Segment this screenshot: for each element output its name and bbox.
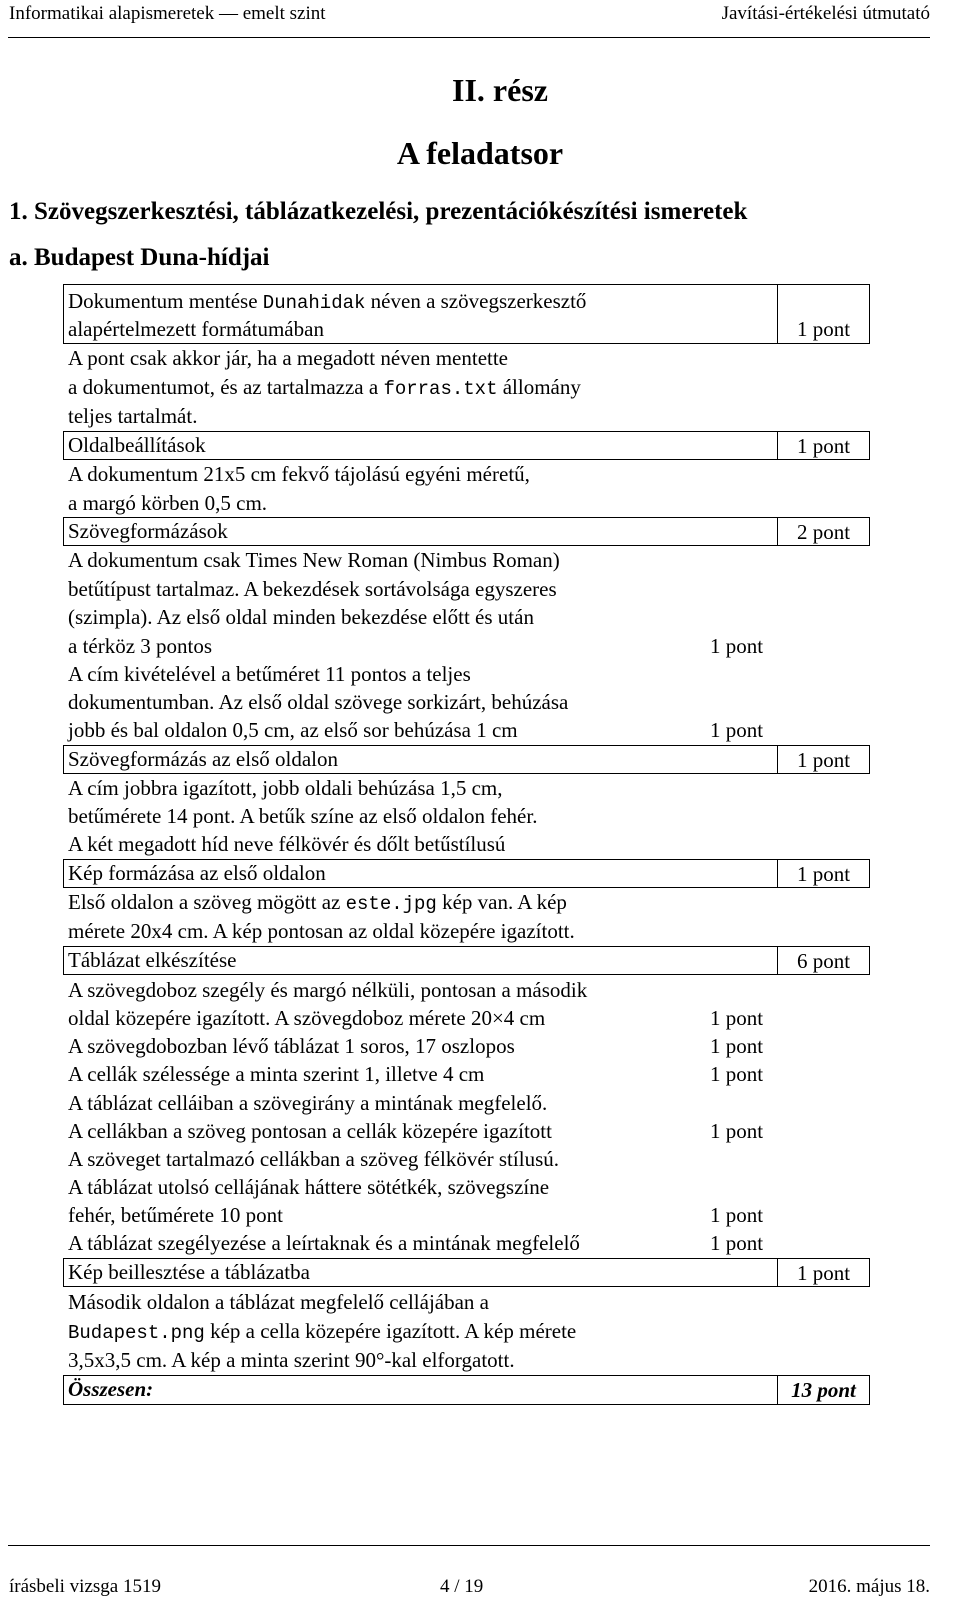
table-points: 6 pont — [777, 946, 870, 975]
insert-desc-2: Budapest.png kép a cella közepére igazított. A kép mérete — [68, 1319, 577, 1344]
footer-page-number: 4 / 19 — [440, 1576, 484, 1597]
img-desc-1: Első oldalon a szöveg mögött az este.jpg kép van. A kép — [68, 890, 567, 915]
filename-code: este.jpg — [345, 893, 437, 915]
save-points: 1 pont — [777, 284, 870, 344]
table-desc-9-points: 1 pont — [710, 1203, 764, 1227]
total-points: 13 pont — [777, 1375, 870, 1405]
fmt-desc-7-points: 1 pont — [710, 718, 764, 742]
insert-points: 1 pont — [777, 1258, 870, 1287]
total-label: Összesen: — [68, 1377, 154, 1401]
insert-title: Kép beillesztése a táblázatba — [68, 1260, 310, 1284]
fmt-points: 2 pont — [777, 517, 870, 546]
header-right: Javítási-értékelési útmutató — [721, 3, 930, 24]
fmt-desc-4: a térköz 3 pontos — [68, 634, 213, 658]
table-desc-7: A szöveget tartalmazó cellákban a szöveg félkövér stílusú. — [68, 1147, 559, 1171]
footer-rule — [8, 1545, 930, 1546]
fmt-desc-5: A cím kivételével a betűméret 11 pontos a teljes — [68, 662, 471, 686]
first-points: 1 pont — [777, 745, 870, 774]
fmt-desc-4-points: 1 pont — [710, 634, 764, 658]
fmt-desc-3: (szimpla). Az első oldal minden bekezdése előtt és után — [68, 605, 534, 629]
save-desc-3: teljes tartalmát. — [68, 404, 198, 428]
img-title: Kép formázása az első oldalon — [68, 861, 326, 885]
img-points: 1 pont — [777, 859, 870, 888]
table-desc-1: A szövegdoboz szegély és margó nélküli, pontosan a második — [68, 978, 588, 1002]
table-desc-3: A szövegdobozban lévő táblázat 1 soros, 17 oszlopos — [68, 1034, 515, 1058]
fmt-desc-6: dokumentumban. Az első oldal szövege sorkizárt, behúzása — [68, 690, 569, 714]
table-desc-6-points: 1 pont — [710, 1119, 764, 1143]
header-rule — [8, 37, 930, 38]
table-desc-9: fehér, betűmérete 10 pont — [68, 1203, 283, 1227]
footer-exam-id: írásbeli vizsga 1519 — [9, 1576, 161, 1597]
first-title: Szövegformázás az első oldalon — [68, 747, 338, 771]
save-line-2: alapértelmezett formátumában — [68, 317, 324, 341]
fmt-desc-2: betűtípust tartalmaz. A bekezdések sortávolsága egyszeres — [68, 577, 557, 601]
fmt-title: Szövegformázások — [68, 519, 228, 543]
subtask-title: a. Budapest Duna-hídjai — [9, 244, 270, 271]
header-left: Informatikai alapismeretek — emelt szint — [9, 3, 326, 24]
page-points: 1 pont — [777, 431, 870, 460]
table-desc-2: oldal közepére igazított. A szövegdoboz mérete 20×4 cm — [68, 1006, 546, 1030]
first-desc-3: A két megadott híd neve félkövér és dőlt betűstílusú — [68, 832, 506, 856]
footer-date: 2016. május 18. — [808, 1576, 930, 1597]
filename-code: forras.txt — [383, 378, 498, 400]
table-desc-4-points: 1 pont — [710, 1062, 764, 1086]
table-desc-3-points: 1 pont — [710, 1034, 764, 1058]
first-desc-1: A cím jobbra igazított, jobb oldali behúzása 1,5 cm, — [68, 776, 503, 800]
table-desc-10-points: 1 pont — [710, 1231, 764, 1255]
table-title: Táblázat elkészítése — [68, 948, 237, 972]
part-title: II. rész — [452, 72, 548, 108]
save-desc-2: a dokumentumot, és az tartalmazza a forras.txt állomány — [68, 375, 581, 400]
page-title: Oldalbeállítások — [68, 433, 206, 457]
fmt-desc-1: A dokumentum csak Times New Roman (Nimbus Roman) — [68, 548, 560, 572]
filename-code: Dunahidak — [262, 292, 366, 314]
series-title: A feladatsor — [396, 135, 564, 171]
fmt-desc-7: jobb és bal oldalon 0,5 cm, az első sor behúzása 1 cm — [68, 718, 518, 742]
table-desc-8: A táblázat utolsó cellájának háttere sötétkék, szövegszíne — [68, 1175, 550, 1199]
table-desc-4: A cellák szélessége a minta szerint 1, illetve 4 cm — [68, 1062, 485, 1086]
filename-code: Budapest.png — [68, 1322, 205, 1344]
img-desc-2: mérete 20x4 cm. A kép pontosan az oldal közepére igazított. — [68, 919, 575, 943]
insert-desc-3: 3,5x3,5 cm. A kép a minta szerint 90°-kal elforgatott. — [68, 1348, 515, 1372]
table-desc-10: A táblázat szegélyezése a leírtaknak és a mintának megfelelő — [68, 1231, 580, 1255]
total-box — [63, 1375, 778, 1405]
section-title: 1. Szövegszerkesztési, táblázatkezelési, prezentációkészítési ismeretek — [9, 198, 748, 225]
first-desc-2: betűmérete 14 pont. A betűk színe az első oldalon fehér. — [68, 804, 538, 828]
table-desc-6: A cellákban a szöveg pontosan a cellák közepére igazított — [68, 1119, 552, 1143]
save-line-1: Dokumentum mentése Dunahidak néven a szövegszerkesztő — [68, 289, 587, 314]
table-desc-5: A táblázat celláiban a szövegirány a mintának megfelelő. — [68, 1091, 548, 1115]
table-desc-2-points: 1 pont — [710, 1006, 764, 1030]
save-desc-1: A pont csak akkor jár, ha a megadott néven mentette — [68, 346, 509, 370]
page-desc-2: a margó körben 0,5 cm. — [68, 491, 268, 515]
page-desc-1: A dokumentum 21x5 cm fekvő tájolású egyéni méretű, — [68, 462, 530, 486]
insert-desc-1: Második oldalon a táblázat megfelelő cellájában a — [68, 1290, 489, 1314]
